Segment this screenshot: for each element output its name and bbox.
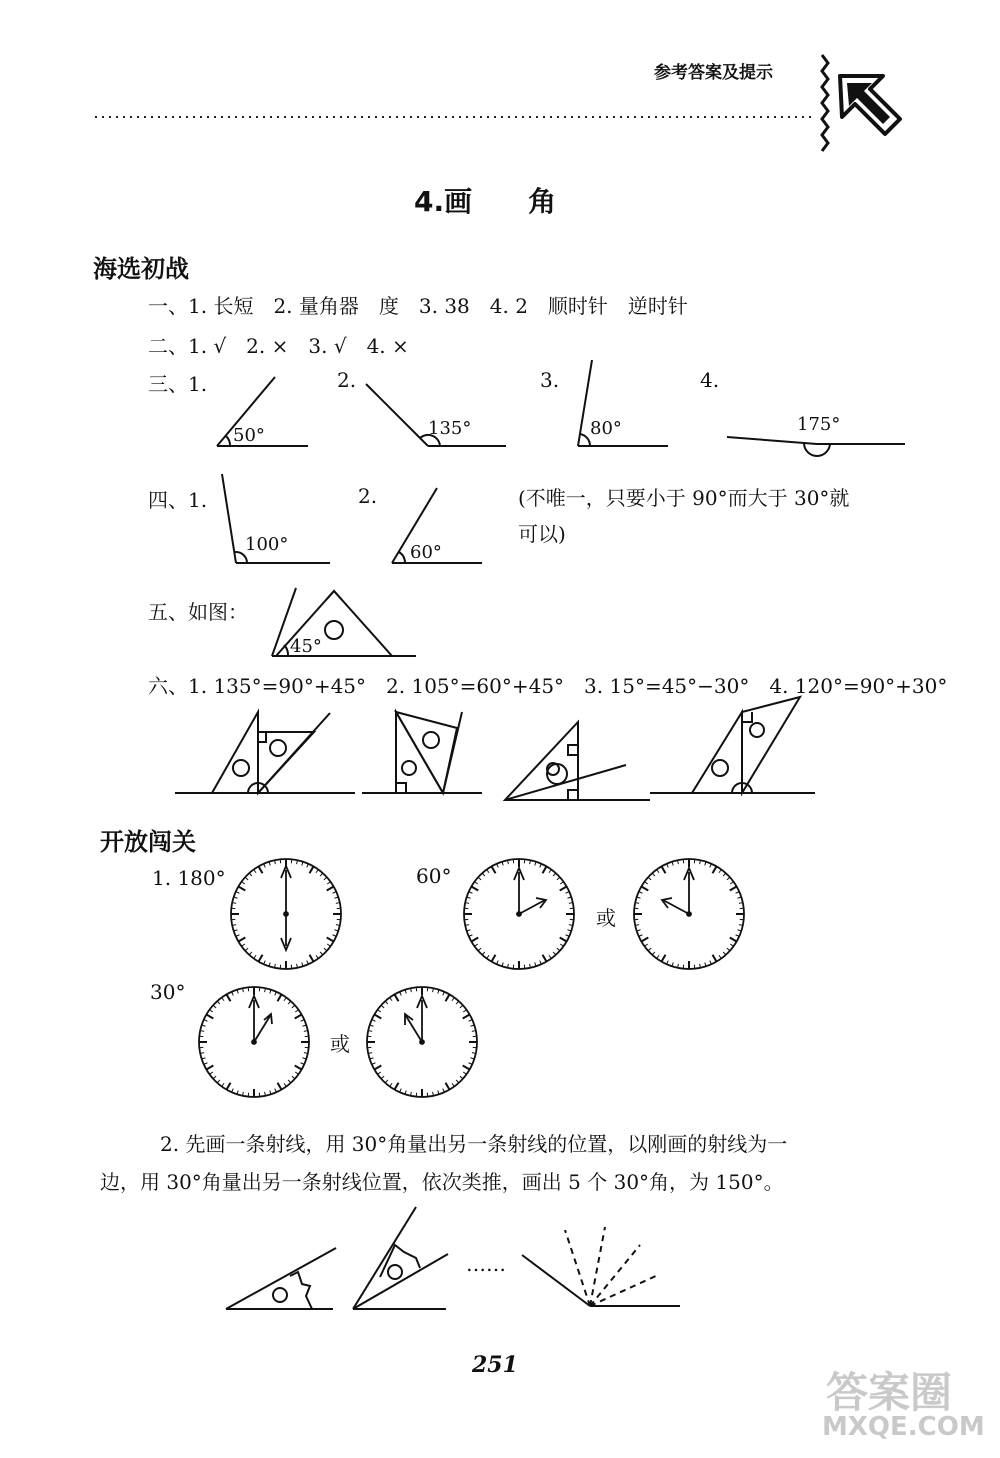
clock-label-60: 60°: [416, 864, 452, 888]
clock-tick: [645, 882, 648, 884]
clock-tick: [463, 1066, 470, 1070]
clock-tick: [478, 877, 481, 880]
clock-30-a: [199, 987, 309, 1097]
clock-tick: [475, 944, 478, 946]
clock-tick: [390, 998, 392, 1001]
clock-tick: [446, 1083, 450, 1090]
clock-tick: [471, 938, 478, 942]
clock-tick: [378, 1072, 381, 1074]
clock-tick: [213, 1005, 216, 1008]
clock-tick: [259, 955, 263, 962]
clock-tick: [327, 882, 330, 884]
clock-tick: [648, 877, 651, 880]
clock-tick: [549, 870, 551, 873]
clock-tick: [657, 870, 659, 873]
clock-tick: [652, 952, 655, 955]
angle-figure-50: [217, 377, 308, 446]
clock-tick: [288, 1001, 291, 1004]
clock-tick: [730, 882, 733, 884]
clock-tick: [385, 1080, 388, 1083]
clock-tick: [492, 955, 496, 962]
angle-label-175: 175°: [797, 414, 841, 435]
clock-tick: [475, 882, 478, 884]
clock-tick: [560, 882, 563, 884]
clock-tick: [657, 955, 659, 958]
clock-tick: [249, 952, 252, 955]
clock-tick: [374, 1066, 381, 1070]
clock-tick: [316, 870, 318, 873]
clock-label-30: 30°: [150, 980, 186, 1004]
clock-tick: [456, 1080, 459, 1083]
clock-tick: [560, 938, 567, 942]
clock-tick: [245, 877, 248, 880]
clock-tick: [327, 938, 334, 942]
clock-tick: [487, 955, 489, 958]
angle-figure-175: [727, 437, 905, 456]
watermark-url: MXQE.COM: [822, 1412, 985, 1442]
clock-tick: [284, 1083, 286, 1086]
clock-tick: [206, 1015, 213, 1019]
clock-tick: [320, 952, 323, 955]
page-number: 251: [472, 1352, 518, 1378]
clock-tick: [553, 873, 556, 876]
header-text: 参考答案及提示: [654, 63, 773, 83]
clock-tick: [723, 873, 726, 876]
clock-tick: [648, 948, 651, 951]
clock-tick: [385, 1001, 388, 1004]
section-heading-1: 海选初战: [93, 255, 189, 283]
answer-line-6: 六、1. 135°=90°+45° 2. 105°=60°+45° 3. 15°=45°−30° 4. 120°=90°+30°: [148, 674, 948, 698]
clock-tick: [492, 866, 496, 873]
explanation-line-2: 边，用 30°角量出另一条射线位置，依次类推，画出 5 个 30°角，为 150°。: [100, 1170, 784, 1194]
or-label-2: 或: [330, 1032, 350, 1056]
clock-tick: [278, 994, 282, 1001]
clock-tick: [727, 877, 730, 880]
clock-tick: [222, 998, 224, 1001]
clock-tick: [227, 994, 231, 1001]
set-square-figure-45: [272, 588, 416, 656]
clock-tick: [713, 955, 717, 962]
clock-tick: [320, 873, 323, 876]
clock-tick: [292, 1005, 295, 1008]
clock-tick: [560, 944, 563, 946]
set-square-figure-4: [650, 697, 815, 793]
clock-tick: [395, 1083, 399, 1090]
clock-tick: [254, 870, 256, 873]
clock-tick: [452, 1083, 454, 1086]
clock-tick: [662, 866, 666, 873]
answer-line-2: 二、1. √ 2. × 3. √ 4. ×: [148, 334, 409, 358]
construction-figure-2: [353, 1207, 448, 1309]
clock-tick: [242, 882, 245, 884]
clock-tick: [719, 870, 721, 873]
clock-tick: [295, 1015, 302, 1019]
angle-label-50: 50°: [233, 425, 265, 446]
clock-tick: [730, 887, 737, 891]
clock-tick: [713, 866, 717, 873]
clock-tick: [238, 938, 245, 942]
clock-tick: [560, 887, 567, 891]
angle-label-80: 80°: [590, 418, 622, 439]
explanation-line-1: 2. 先画一条射线，用 30°角量出另一条射线的位置，以刚画的射线为一: [160, 1132, 788, 1156]
clock-tick: [327, 944, 330, 946]
clock-tick: [463, 1015, 470, 1019]
clock-tick: [254, 955, 256, 958]
angle-figure-135: [366, 384, 506, 446]
clock-tick: [284, 998, 286, 1001]
clock-tick: [295, 1072, 298, 1074]
clock-tick: [452, 998, 454, 1001]
angle-figure-80: [578, 360, 668, 446]
clock-tick: [645, 944, 648, 946]
clock-tick: [316, 955, 318, 958]
clock-tick: [378, 1010, 381, 1012]
construction-figure-1: [226, 1248, 336, 1309]
clock-tick: [324, 877, 327, 880]
clock-tick: [295, 1010, 298, 1012]
clock-tick: [222, 1083, 224, 1086]
clock-tick: [719, 955, 721, 958]
clock-tick: [238, 887, 245, 891]
clock-tick: [460, 1076, 463, 1079]
clock-tick: [549, 955, 551, 958]
angle-label-60: 60°: [410, 542, 442, 563]
set-square-figure-1: [175, 712, 355, 793]
clock-tick: [374, 1015, 381, 1019]
page-title: 4.画 角: [414, 185, 557, 218]
angle-figure-100: [222, 474, 330, 563]
angle-figure-60: [392, 488, 482, 563]
clock-tick: [730, 944, 733, 946]
angle-label-135: 135°: [428, 418, 472, 439]
clock-tick: [543, 955, 547, 962]
clock-tick: [471, 887, 478, 891]
clock-tick: [446, 994, 450, 1001]
clock-tick: [213, 1076, 216, 1079]
clock-tick: [288, 1080, 291, 1083]
clock-180: [231, 859, 341, 969]
clock-label-180: 1. 180°: [152, 866, 226, 890]
clock-tick: [227, 1083, 231, 1090]
clock-tick: [652, 873, 655, 876]
clock-tick: [217, 1080, 220, 1083]
or-label-1: 或: [596, 906, 616, 930]
angle-label-45: 45°: [290, 636, 322, 657]
q3-num-3: 3.: [540, 368, 560, 392]
q3-num-4: 4.: [700, 368, 720, 392]
clock-tick: [730, 938, 737, 942]
q3-num-2: 2.: [337, 368, 357, 392]
clock-tick: [557, 877, 560, 880]
q3-label: 三、1.: [148, 372, 208, 396]
clock-tick: [482, 952, 485, 955]
clock-tick: [395, 994, 399, 1001]
q4-num-2: 2.: [358, 484, 378, 508]
q4-note-line-1: (不唯一，只要小于 90°而大于 30°就: [518, 486, 850, 510]
clock-tick: [381, 1076, 384, 1079]
clock-tick: [557, 948, 560, 951]
clock-tick: [553, 952, 556, 955]
clock-tick: [463, 1072, 466, 1074]
answer-line-1: 一、1. 长短 2. 量角器 度 3. 38 4. 2 顺时针 逆时针: [148, 294, 688, 318]
clock-tick: [641, 938, 648, 942]
clock-tick: [217, 1001, 220, 1004]
section-heading-2: 开放闯关: [100, 828, 196, 856]
clock-tick: [259, 866, 263, 873]
clock-tick: [641, 887, 648, 891]
construction-figure-3: [522, 1227, 680, 1306]
clock-tick: [210, 1072, 213, 1074]
ellipsis: ……: [466, 1252, 506, 1276]
clock-tick: [292, 1076, 295, 1079]
q5-label: 五、如图：: [148, 600, 248, 624]
clock-tick: [381, 1005, 384, 1008]
clock-tick: [245, 948, 248, 951]
clock-30-b: [367, 987, 477, 1097]
clock-tick: [278, 1083, 282, 1090]
clock-tick: [727, 948, 730, 951]
clock-tick: [310, 866, 314, 873]
clock-tick: [662, 955, 666, 962]
clock-tick: [723, 952, 726, 955]
clock-tick: [456, 1001, 459, 1004]
clock-tick: [463, 1010, 466, 1012]
clock-tick: [482, 873, 485, 876]
clock-60-b: [634, 859, 744, 969]
clock-tick: [206, 1066, 213, 1070]
clock-tick: [478, 948, 481, 951]
clock-tick: [487, 870, 489, 873]
clock-tick: [543, 866, 547, 873]
angle-label-100: 100°: [245, 534, 289, 555]
q4-note-line-2: 可以): [518, 522, 566, 546]
clock-tick: [324, 948, 327, 951]
set-square-figure-2: [362, 712, 482, 793]
clock-tick: [390, 1083, 392, 1086]
clock-tick: [327, 887, 334, 891]
clock-60-a: [464, 859, 574, 969]
watermark-logo: 答案圈: [826, 1368, 953, 1417]
clock-tick: [242, 944, 245, 946]
set-square-figure-3: [505, 722, 650, 800]
clock-tick: [295, 1066, 302, 1070]
clock-tick: [210, 1010, 213, 1012]
clock-tick: [249, 873, 252, 876]
clock-tick: [310, 955, 314, 962]
q4-label: 四、1.: [148, 488, 208, 512]
clock-tick: [460, 1005, 463, 1008]
